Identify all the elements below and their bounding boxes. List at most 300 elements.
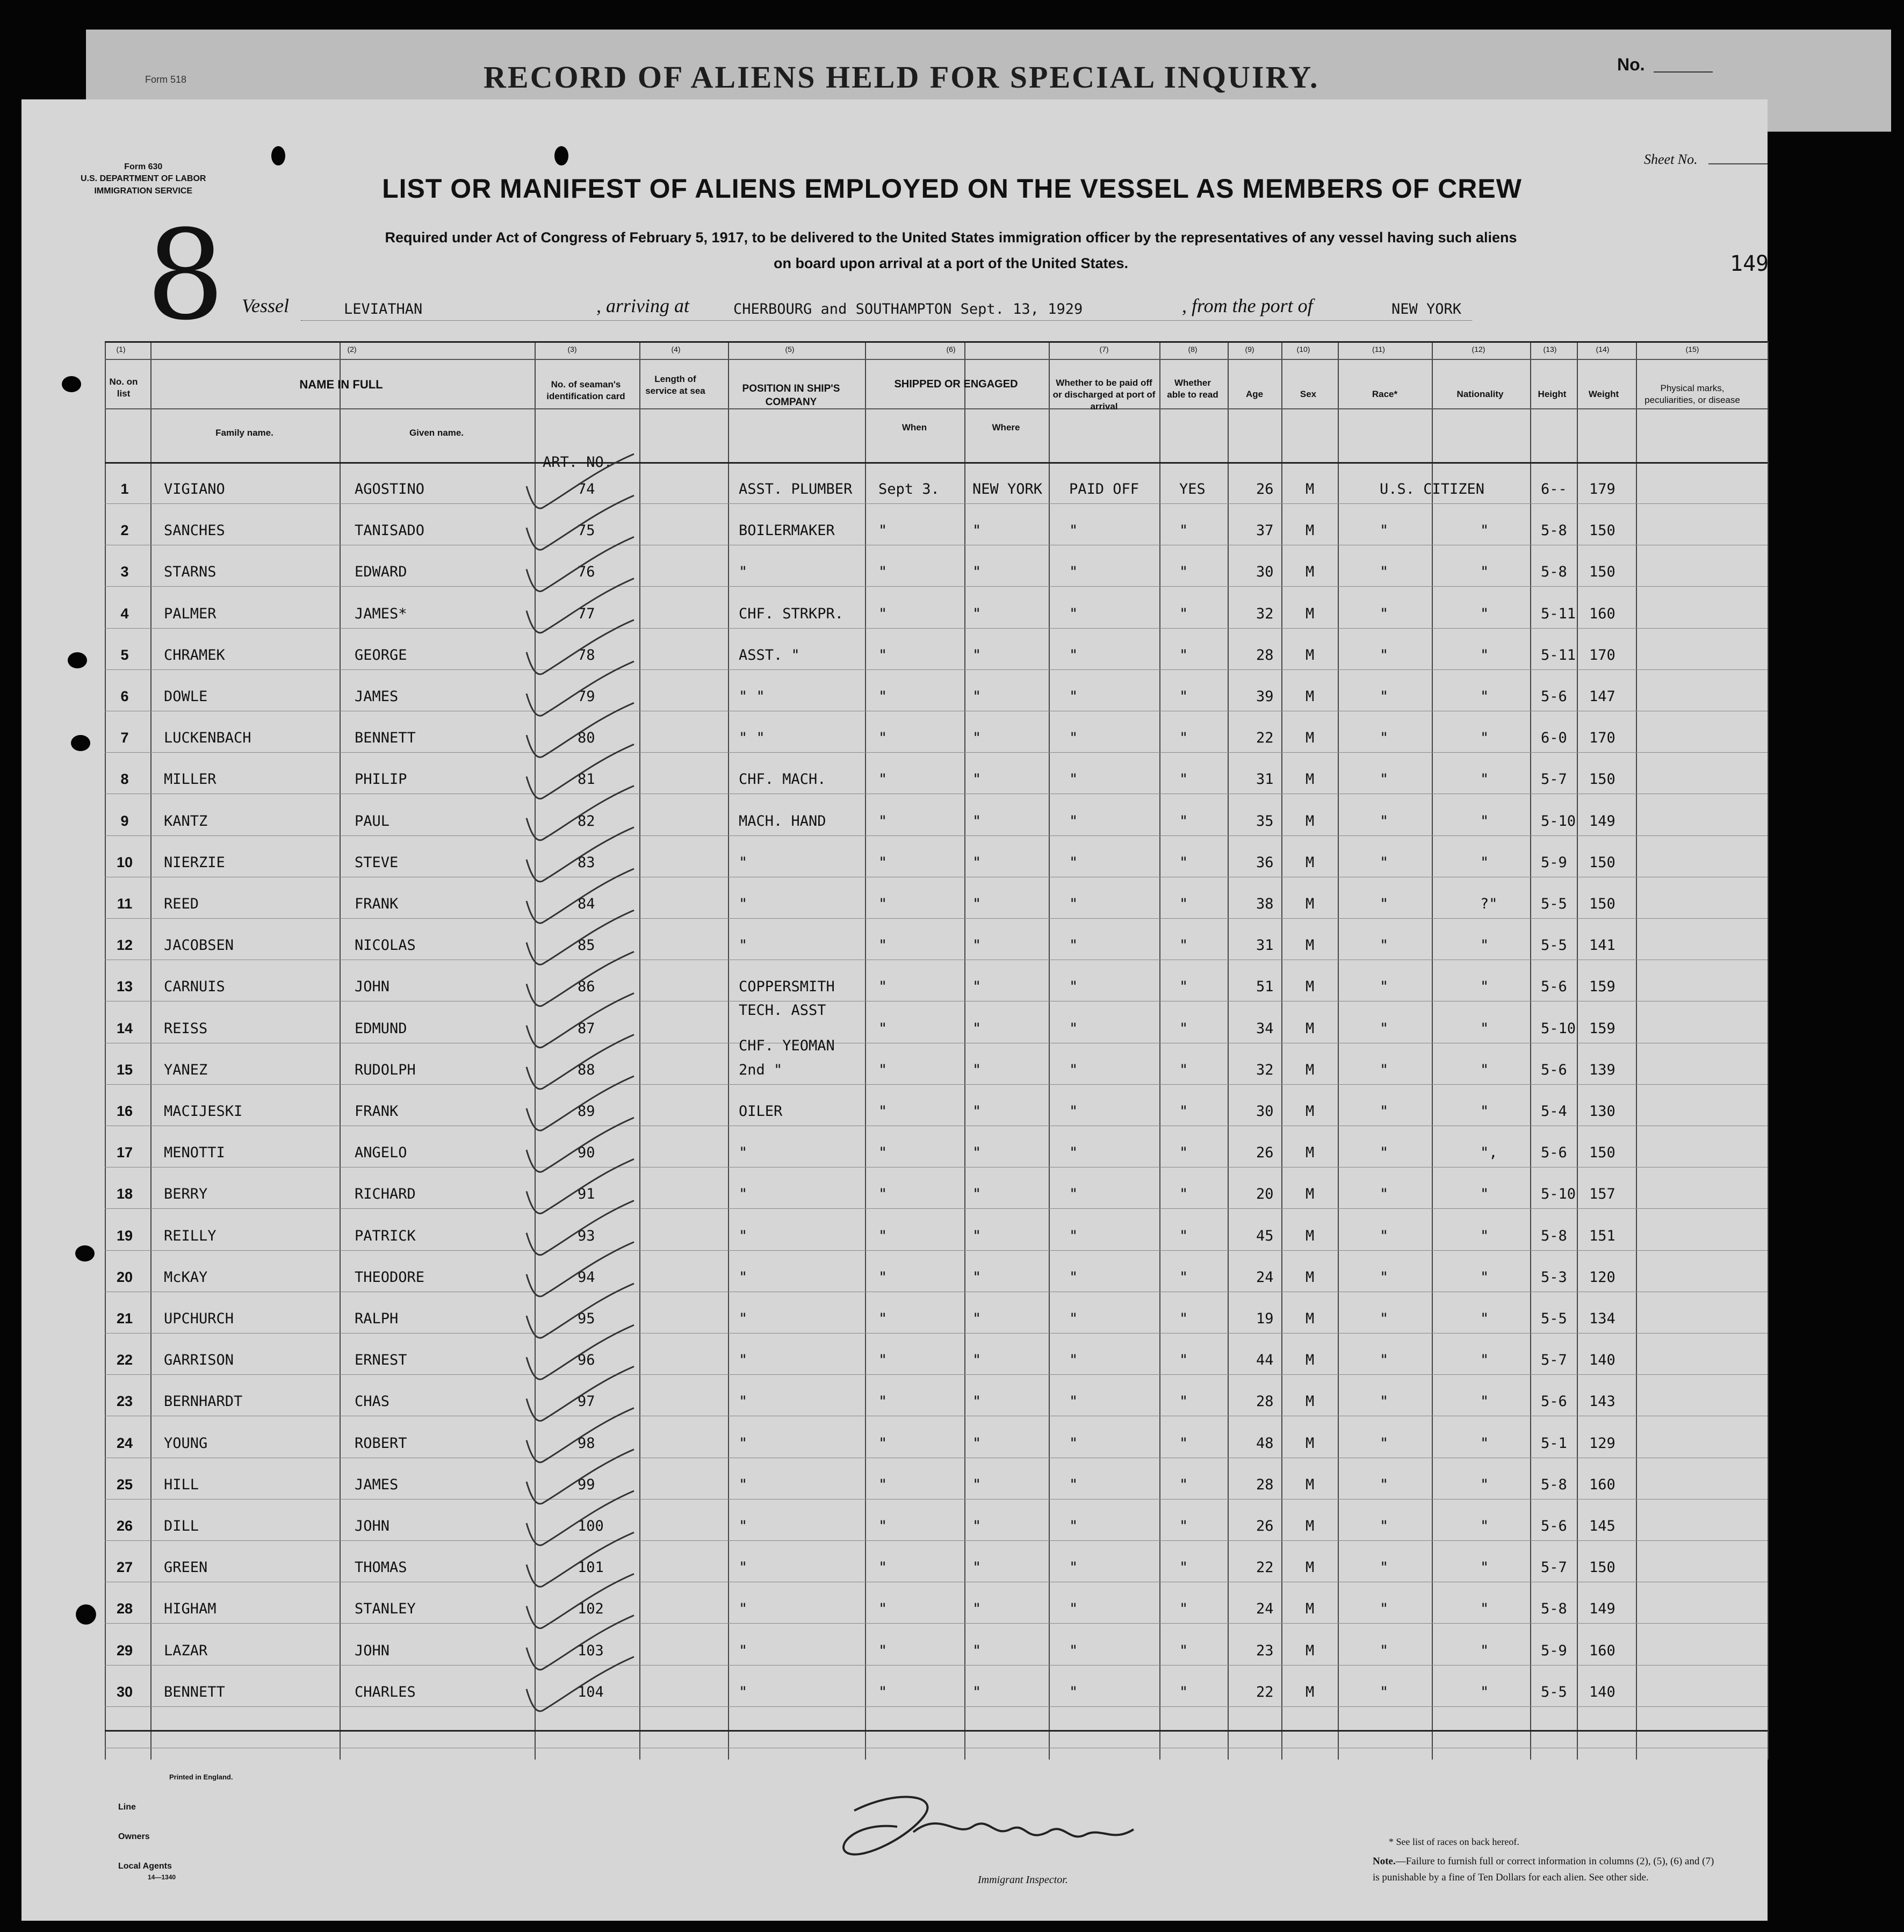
cell-nationality: " bbox=[1480, 1227, 1489, 1244]
cell-family: LUCKENBACH bbox=[164, 730, 251, 747]
cell-paid: " bbox=[1069, 1518, 1078, 1534]
cell-given: ROBERT bbox=[355, 1434, 407, 1452]
header-length-service: Length of service at sea bbox=[645, 374, 705, 397]
cell-card: 90 bbox=[578, 1144, 595, 1162]
cell-given: JAMES bbox=[355, 1476, 399, 1493]
cell-family: UPCHURCH bbox=[164, 1310, 234, 1327]
colnum-10: (10) bbox=[1296, 345, 1310, 354]
cell-age: 38 bbox=[1256, 896, 1274, 912]
cell-given: CHAS bbox=[355, 1393, 390, 1410]
cell-card: 79 bbox=[578, 688, 595, 705]
cell-family: GREEN bbox=[164, 1559, 208, 1576]
cell-where: " bbox=[972, 812, 982, 830]
cell-position: COPPERSMITH bbox=[739, 978, 835, 996]
cell-given: PATRICK bbox=[355, 1227, 416, 1244]
header-given-name: Given name. bbox=[409, 428, 464, 438]
cell-where: " bbox=[972, 1268, 982, 1286]
cell-weight: 179 bbox=[1589, 481, 1615, 498]
cell-race: " bbox=[1380, 854, 1389, 871]
cell-read: " bbox=[1179, 1227, 1188, 1244]
cell-when: " bbox=[878, 688, 888, 705]
cell-height: 5-10 bbox=[1541, 1186, 1576, 1203]
cell-given: NICOLAS bbox=[355, 937, 416, 954]
cell-nationality: " bbox=[1480, 1393, 1489, 1410]
row-number: 10 bbox=[116, 854, 133, 870]
cell-nationality: " bbox=[1480, 1186, 1489, 1203]
cell-sex: M bbox=[1306, 1186, 1315, 1203]
cell-read: " bbox=[1179, 1393, 1188, 1410]
cell-read: " bbox=[1179, 1476, 1188, 1493]
cell-sex: M bbox=[1306, 1061, 1315, 1078]
cell-sex: M bbox=[1306, 1103, 1315, 1120]
row-number: 27 bbox=[116, 1559, 133, 1576]
row-number: 6 bbox=[120, 688, 129, 704]
header-when: When bbox=[901, 422, 927, 432]
cell-position: " bbox=[739, 1393, 748, 1410]
colnum-9: (9) bbox=[1245, 345, 1254, 354]
cell-age: 34 bbox=[1256, 1020, 1274, 1037]
cell-card: 102 bbox=[578, 1601, 604, 1618]
cell-height: 5-6 bbox=[1541, 1144, 1567, 1162]
page-number: 149 bbox=[1730, 251, 1769, 276]
cell-position: " bbox=[739, 854, 748, 871]
check-mark bbox=[527, 1616, 634, 1670]
cell-nationality: " bbox=[1480, 978, 1489, 996]
cell-age: 48 bbox=[1256, 1434, 1274, 1452]
cell-height: 5-10 bbox=[1541, 1020, 1576, 1037]
header-age: Age bbox=[1245, 389, 1264, 399]
row-number: 12 bbox=[116, 937, 133, 954]
cell-position: " bbox=[739, 1642, 748, 1659]
subtitle-line-1: Required under Act of Congress of February 5, 1917, to be delivered to the United States immigration officer by the representatives of any vessel having such aliens bbox=[385, 229, 1517, 246]
cell-nationality: " bbox=[1480, 1103, 1489, 1120]
cell-family: NIERZIE bbox=[164, 854, 225, 871]
cell-given: RALPH bbox=[355, 1310, 399, 1327]
cell-nationality: ?" bbox=[1480, 896, 1498, 912]
cell-given: THOMAS bbox=[355, 1559, 407, 1576]
cell-weight: 150 bbox=[1589, 771, 1615, 788]
cell-height: 5-6 bbox=[1541, 688, 1567, 705]
cell-race: " bbox=[1380, 730, 1389, 747]
cell-when: " bbox=[878, 1103, 888, 1120]
cell-family: McKAY bbox=[164, 1268, 208, 1286]
header-no-on-list: No. on list bbox=[109, 377, 138, 399]
cell-given: ERNEST bbox=[355, 1352, 407, 1369]
cell-age: 45 bbox=[1256, 1227, 1274, 1244]
colnum-12: (12) bbox=[1472, 345, 1485, 354]
cell-nationality: " bbox=[1480, 1601, 1489, 1618]
cell-race: " bbox=[1380, 1310, 1389, 1327]
cell-paid: " bbox=[1069, 1559, 1078, 1576]
cell-paid: " bbox=[1069, 1144, 1078, 1162]
cell-paid: PAID OFF bbox=[1069, 481, 1139, 498]
row-number: 24 bbox=[116, 1434, 133, 1451]
cell-where: " bbox=[972, 1476, 982, 1493]
row-number: 26 bbox=[116, 1518, 133, 1534]
colnum-15: (15) bbox=[1685, 345, 1699, 354]
cell-paid: " bbox=[1069, 978, 1078, 996]
cell-family: REISS bbox=[164, 1020, 208, 1037]
cell-race: " bbox=[1380, 1186, 1389, 1203]
cell-weight: 149 bbox=[1589, 1601, 1615, 1618]
cell-weight: 150 bbox=[1589, 564, 1615, 581]
cell-sex: M bbox=[1306, 522, 1315, 539]
cell-height: 5-8 bbox=[1541, 1227, 1567, 1244]
manifest-title: LIST OR MANIFEST OF ALIENS EMPLOYED ON THE VESSEL AS MEMBERS OF CREW bbox=[382, 174, 1522, 204]
colnum-7: (7) bbox=[1099, 345, 1109, 354]
cell-given: JOHN bbox=[355, 1642, 390, 1659]
sheet-no-label: Sheet No. bbox=[1644, 152, 1698, 167]
cell-when: " bbox=[878, 1683, 888, 1700]
vessel-label: Vessel bbox=[242, 295, 289, 316]
check-mark bbox=[527, 537, 634, 591]
cell-when: " bbox=[878, 1518, 888, 1534]
check-mark bbox=[527, 703, 634, 757]
cell-where: " bbox=[972, 1103, 982, 1120]
cell-read: " bbox=[1179, 1103, 1188, 1120]
cell-position: " bbox=[739, 1268, 748, 1286]
cell-height: 5-6 bbox=[1541, 1393, 1567, 1410]
header-paid-off: Whether to be paid off or discharged at port of arrival bbox=[1052, 378, 1156, 412]
check-mark bbox=[527, 1325, 634, 1379]
cell-paid: " bbox=[1069, 771, 1078, 788]
check-mark bbox=[527, 1532, 634, 1587]
check-mark bbox=[527, 1242, 634, 1296]
cell-nationality: " bbox=[1480, 854, 1489, 871]
check-mark bbox=[527, 1408, 634, 1462]
cell-position: " bbox=[739, 1144, 748, 1162]
cell-family: MILLER bbox=[164, 771, 217, 788]
cell-when: " bbox=[878, 1061, 888, 1078]
check-mark bbox=[527, 1491, 634, 1545]
row-number: 22 bbox=[116, 1352, 133, 1368]
row-number: 7 bbox=[120, 730, 129, 746]
cell-weight: 139 bbox=[1589, 1061, 1615, 1078]
check-mark bbox=[527, 1450, 634, 1504]
cell-family: HILL bbox=[164, 1476, 199, 1493]
row-number: 29 bbox=[116, 1642, 133, 1659]
cell-sex: M bbox=[1306, 1227, 1315, 1244]
cell-paid: " bbox=[1069, 1352, 1078, 1369]
art-no-label: ART. NO. bbox=[543, 454, 613, 471]
cell-weight: 159 bbox=[1589, 978, 1615, 996]
header-sex: Sex bbox=[1300, 389, 1317, 399]
cell-position: " bbox=[739, 937, 748, 954]
cell-age: 31 bbox=[1256, 937, 1274, 954]
cell-card: 94 bbox=[578, 1268, 595, 1286]
cell-height: 6-- bbox=[1541, 481, 1567, 498]
cell-weight: 150 bbox=[1589, 854, 1615, 871]
cell-family: HIGHAM bbox=[164, 1601, 217, 1618]
cell-card: 85 bbox=[578, 937, 595, 954]
footer-local-agents-label: Local Agents bbox=[118, 1862, 172, 1871]
cell-when: " bbox=[878, 1601, 888, 1618]
cell-when: " bbox=[878, 1310, 888, 1327]
cell-given: AGOSTINO bbox=[355, 481, 425, 498]
footer-line-label: Line bbox=[118, 1803, 136, 1812]
cell-card: 104 bbox=[578, 1683, 604, 1700]
row-number: 3 bbox=[120, 564, 129, 580]
cell-card: 98 bbox=[578, 1434, 595, 1452]
cell-paid: " bbox=[1069, 1683, 1078, 1700]
row-number: 11 bbox=[117, 896, 133, 912]
cell-position: " bbox=[739, 1352, 748, 1369]
cell-race: " bbox=[1380, 1061, 1389, 1078]
cell-weight: 160 bbox=[1589, 1642, 1615, 1659]
cell-paid: " bbox=[1069, 1103, 1078, 1120]
cell-when: " bbox=[878, 1268, 888, 1286]
cell-card: 84 bbox=[578, 896, 595, 912]
cell-race: " bbox=[1380, 1683, 1389, 1700]
cell-age: 51 bbox=[1256, 978, 1274, 996]
cell-when: " bbox=[878, 771, 888, 788]
cell-sex: M bbox=[1306, 1642, 1315, 1659]
cell-nationality: " bbox=[1480, 1434, 1489, 1452]
cell-race: " bbox=[1380, 1518, 1389, 1534]
cell-where: " bbox=[972, 1020, 982, 1037]
footer-agents-code: 14—1340 bbox=[148, 1873, 176, 1881]
colnum-8: (8) bbox=[1188, 345, 1198, 354]
cell-age: 35 bbox=[1256, 812, 1274, 830]
cell-where: " bbox=[972, 605, 982, 622]
check-mark bbox=[527, 620, 634, 674]
cell-nationality: " bbox=[1480, 1020, 1489, 1037]
cell-position: " bbox=[739, 1310, 748, 1327]
cell-sex: M bbox=[1306, 812, 1315, 830]
cell-position: ASST. " bbox=[739, 646, 800, 664]
cell-card: 88 bbox=[578, 1061, 595, 1078]
cell-family: BENNETT bbox=[164, 1683, 225, 1700]
row-number: 15 bbox=[116, 1061, 133, 1078]
cell-age: 30 bbox=[1256, 564, 1274, 581]
cell-nationality: " bbox=[1480, 812, 1489, 830]
cell-when: " bbox=[878, 1434, 888, 1452]
cell-nationality: " bbox=[1480, 730, 1489, 747]
cell-age: 28 bbox=[1256, 1393, 1274, 1410]
cell-height: 5-8 bbox=[1541, 1601, 1567, 1618]
cell-family: BERRY bbox=[164, 1186, 208, 1203]
cell-race: " bbox=[1380, 1227, 1389, 1244]
cell-family: YOUNG bbox=[164, 1434, 208, 1452]
cell-read: " bbox=[1179, 1144, 1188, 1162]
cell-card: 87 bbox=[578, 1020, 595, 1037]
cell-card: 91 bbox=[578, 1186, 595, 1203]
cell-read: YES bbox=[1179, 481, 1206, 498]
cell-paid: " bbox=[1069, 1020, 1078, 1037]
cell-paid: " bbox=[1069, 564, 1078, 581]
cell-where: " bbox=[972, 1559, 982, 1576]
cell-height: 5-5 bbox=[1541, 937, 1567, 954]
cell-position: 2nd " bbox=[739, 1061, 783, 1078]
cell-read: " bbox=[1179, 812, 1188, 830]
cell-given: STANLEY bbox=[355, 1601, 416, 1618]
cell-given: FRANK bbox=[355, 1103, 399, 1120]
cell-where: " bbox=[972, 978, 982, 996]
subtitle-line-2: on board upon arrival at a port of the United States. bbox=[773, 255, 1129, 271]
cell-age: 36 bbox=[1256, 854, 1274, 871]
cell-height: 5-11 bbox=[1541, 646, 1576, 664]
row-number: 19 bbox=[116, 1227, 133, 1244]
cell-sex: M bbox=[1306, 605, 1315, 622]
cell-age: 32 bbox=[1256, 605, 1274, 622]
cell-race: " bbox=[1380, 1601, 1389, 1618]
cell-position: " bbox=[739, 1434, 748, 1452]
cell-given: JAMES bbox=[355, 688, 399, 705]
cell-nationality: " bbox=[1480, 937, 1489, 954]
cell-race: " bbox=[1380, 1020, 1389, 1037]
cell-paid: " bbox=[1069, 812, 1078, 830]
cell-position: MACH. HAND bbox=[739, 812, 826, 830]
cell-paid: " bbox=[1069, 1434, 1078, 1452]
cell-read: " bbox=[1179, 1186, 1188, 1203]
handwritten-sheet-number: 8 bbox=[146, 204, 225, 348]
immigrant-inspector-label: Immigrant Inspector. bbox=[978, 1874, 1068, 1886]
cell-given: STEVE bbox=[355, 854, 399, 871]
header-height: Height bbox=[1538, 389, 1567, 399]
cell-where: " bbox=[972, 522, 982, 539]
form-number: Form 630 bbox=[124, 162, 163, 171]
cell-age: 24 bbox=[1256, 1268, 1274, 1286]
check-mark bbox=[527, 579, 634, 633]
cell-weight: 160 bbox=[1589, 1476, 1615, 1493]
row-number: 8 bbox=[120, 771, 129, 788]
cell-race: " bbox=[1380, 688, 1389, 705]
cell-read: " bbox=[1179, 1310, 1188, 1327]
cell-read: " bbox=[1179, 1061, 1188, 1078]
cell-where: " bbox=[972, 1352, 982, 1369]
cell-nationality: " bbox=[1480, 1310, 1489, 1327]
cell-paid: " bbox=[1069, 1186, 1078, 1203]
colnum-5: (5) bbox=[785, 345, 795, 354]
cell-height: 5-11 bbox=[1541, 605, 1576, 622]
row-number: 17 bbox=[116, 1144, 133, 1161]
cell-race: " bbox=[1380, 937, 1389, 954]
race-footnote: * See list of races on back hereof. bbox=[1389, 1836, 1519, 1847]
cell-height: 5-6 bbox=[1541, 978, 1567, 996]
cell-where: " bbox=[972, 1601, 982, 1618]
check-mark bbox=[527, 910, 634, 964]
cell-height: 5-4 bbox=[1541, 1103, 1567, 1120]
cell-family: DILL bbox=[164, 1518, 199, 1534]
cell-where: " bbox=[972, 564, 982, 581]
cell-paid: " bbox=[1069, 1061, 1078, 1078]
cell-race: " bbox=[1380, 646, 1389, 664]
cell-read: " bbox=[1179, 978, 1188, 996]
cell-height: 5-7 bbox=[1541, 1559, 1567, 1576]
cell-nationality: " bbox=[1480, 1559, 1489, 1576]
check-mark bbox=[527, 951, 634, 1006]
cell-family: MACIJESKI bbox=[164, 1103, 243, 1120]
cell-card: 93 bbox=[578, 1227, 595, 1244]
colnum-3: (3) bbox=[567, 345, 577, 354]
cell-nationality: " bbox=[1480, 771, 1489, 788]
check-mark bbox=[527, 454, 634, 508]
cell-given: EDMUND bbox=[355, 1020, 407, 1037]
cell-position: " bbox=[739, 1186, 748, 1203]
cell-position: CHF. STRKPR. bbox=[739, 605, 844, 622]
cell-where: " bbox=[972, 1186, 982, 1203]
cell-when: " bbox=[878, 1559, 888, 1576]
cell-read: " bbox=[1179, 1601, 1188, 1618]
check-mark bbox=[527, 1076, 634, 1130]
cell-when: " bbox=[878, 730, 888, 747]
colnum-13: (13) bbox=[1543, 345, 1557, 354]
cell-when: Sept 3. bbox=[878, 481, 940, 498]
note-label: Note. bbox=[1373, 1856, 1396, 1867]
cell-weight: 120 bbox=[1589, 1268, 1615, 1286]
header-id-card: No. of seaman's identification card bbox=[546, 379, 625, 402]
row-number: 9 bbox=[120, 812, 129, 829]
cell-paid: " bbox=[1069, 1476, 1078, 1493]
cell-height: 5-7 bbox=[1541, 771, 1567, 788]
check-mark bbox=[527, 1118, 634, 1172]
cell-when: " bbox=[878, 522, 888, 539]
back-sheet-no-label: No. bbox=[1617, 55, 1645, 74]
cell-sex: M bbox=[1306, 1601, 1315, 1618]
cell-given: RUDOLPH bbox=[355, 1061, 416, 1078]
cell-paid: " bbox=[1069, 730, 1078, 747]
cell-when: " bbox=[878, 978, 888, 996]
cell-race: " bbox=[1380, 522, 1389, 539]
footer-owners-label: Owners bbox=[118, 1832, 150, 1841]
cell-sex: M bbox=[1306, 646, 1315, 664]
cell-height: 5-8 bbox=[1541, 1476, 1567, 1493]
cell-weight: 130 bbox=[1589, 1103, 1615, 1120]
cell-race: " bbox=[1380, 1103, 1389, 1120]
cell-given: BENNETT bbox=[355, 730, 416, 747]
cell-family: SANCHES bbox=[164, 522, 225, 539]
cell-where: " bbox=[972, 854, 982, 871]
cell-sex: M bbox=[1306, 854, 1315, 871]
cell-sex: M bbox=[1306, 1352, 1315, 1369]
row-number: 21 bbox=[116, 1310, 133, 1327]
colnum-2: (2) bbox=[347, 345, 357, 354]
cell-family: STARNS bbox=[164, 564, 217, 581]
cell-where: " bbox=[972, 1393, 982, 1410]
cell-card: 96 bbox=[578, 1352, 595, 1369]
cell-height: 5-5 bbox=[1541, 1683, 1567, 1700]
cell-read: " bbox=[1179, 1642, 1188, 1659]
cell-height: 5-6 bbox=[1541, 1518, 1567, 1534]
cell-where: NEW YORK bbox=[972, 481, 1043, 498]
cell-given: PAUL bbox=[355, 812, 390, 830]
cell-card: 77 bbox=[578, 605, 595, 622]
cell-race: " bbox=[1380, 812, 1389, 830]
cell-card: 78 bbox=[578, 646, 595, 664]
cell-sex: M bbox=[1306, 1310, 1315, 1327]
cell-paid: " bbox=[1069, 522, 1078, 539]
cell-sex: M bbox=[1306, 771, 1315, 788]
row-number: 13 bbox=[116, 978, 133, 995]
cell-position-secondary: CHF. YEOMAN bbox=[739, 1037, 835, 1054]
cell-given: CHARLES bbox=[355, 1683, 416, 1700]
cell-card: 100 bbox=[578, 1518, 604, 1534]
cell-sex: M bbox=[1306, 1144, 1315, 1162]
cell-sex: M bbox=[1306, 730, 1315, 747]
cell-when: " bbox=[878, 1227, 888, 1244]
cell-family: REILLY bbox=[164, 1227, 217, 1244]
cell-sex: M bbox=[1306, 1268, 1315, 1286]
cell-card: 83 bbox=[578, 854, 595, 871]
cell-given: ANGELO bbox=[355, 1144, 407, 1162]
cell-weight: 150 bbox=[1589, 1144, 1615, 1162]
cell-read: " bbox=[1179, 564, 1188, 581]
cell-race: " bbox=[1380, 1144, 1389, 1162]
colnum-6: (6) bbox=[946, 345, 956, 354]
cell-weight: 140 bbox=[1589, 1683, 1615, 1700]
row-number: 30 bbox=[116, 1683, 133, 1700]
cell-read: " bbox=[1179, 854, 1188, 871]
